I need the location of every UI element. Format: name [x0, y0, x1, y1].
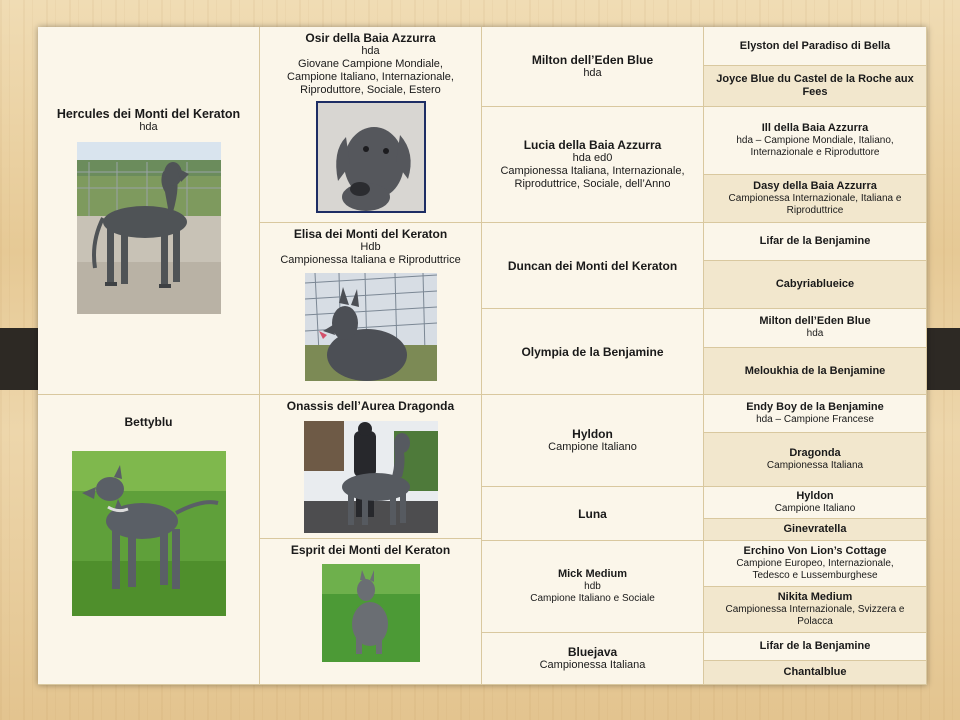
- pedigree-table: [38, 27, 927, 685]
- great-dane-with-handler-photo: [304, 421, 438, 533]
- gen4-row-3: Ill della Baia Azzurra hda – Campione Mondiale, Italiano, Internazionale e Riproduttore: [704, 107, 927, 175]
- gen2-onassis-cell: [260, 395, 482, 539]
- gen4-row-5: Lifar de la Benjamine: [704, 223, 927, 261]
- gen4-row-13: Erchino Von Lion’s Cottage Campione Europeo, Internazionale, Tedesco e Lussemburghese: [704, 541, 927, 587]
- gen4-row-1: Elyston del Paradiso di Bella: [704, 27, 927, 66]
- great-dane-grass-photo: [72, 451, 226, 616]
- onassis-name: Onassis dell’Aurea Dragonda: [286, 399, 455, 413]
- gen4-row-11: Hyldon Campione Italiano: [704, 487, 927, 519]
- gen3-lucia-cell: Lucia della Baia Azzurra hda ed0 Campionessa Italiana, Internazionale, Riproduttrice, Sociale, dell’Anno: [482, 107, 704, 223]
- gen4-row-4: Dasy della Baia Azzurra Campionessa Internazionale, Italiana e Riproduttrice: [704, 175, 927, 223]
- olympia-name: Olympia de la Benjamine: [521, 344, 664, 359]
- gen3-hyldon-cell: Hyldon Campione Italiano: [482, 395, 704, 487]
- great-dane-fenced-photo: [305, 273, 437, 381]
- duncan-name: Duncan dei Monti del Keraton: [507, 258, 678, 273]
- lucia-name: Lucia della Baia Azzurra: [523, 138, 662, 152]
- esprit-name: Esprit dei Monti del Keraton: [290, 543, 451, 557]
- great-dane-portrait-photo: [316, 101, 426, 213]
- gen4-row-15: Lifar de la Benjamine: [704, 633, 927, 661]
- luna-name: Luna: [578, 506, 607, 521]
- gen2-elisa-cell: Elisa dei Monti del Keraton Hdb Campionessa Italiana e Riproduttrice: [260, 223, 482, 395]
- gen3-bluejava-cell: Bluejava Campionessa Italiana: [482, 633, 704, 685]
- gen3-mick-cell: Mick Medium hdb Campione Italiano e Sociale: [482, 541, 704, 633]
- elisa-name: Elisa dei Monti del Keraton: [293, 227, 448, 241]
- milton-name: Milton dell’Eden Blue: [531, 53, 654, 67]
- great-dane-puppy-photo: [322, 564, 420, 662]
- sire-info: hda: [139, 121, 158, 133]
- gen3-duncan-cell: [482, 223, 704, 309]
- gen4-row-2: Joyce Blue du Castel de la Roche aux Fees: [704, 66, 927, 107]
- sire-name: Hercules dei Monti del Keraton: [56, 107, 241, 121]
- dam-name: Bettyblu: [124, 415, 173, 429]
- gen4-row-14: Nikita Medium Campionessa Internazionale, Svizzera e Polacca: [704, 587, 927, 633]
- osir-name: Osir della Baia Azzurra: [305, 31, 436, 45]
- gen2-osir-cell: Osir della Baia Azzurra hda Giovane Campione Mondiale, Campione Italiano, Internazionale, Riproduttore, Sociale, Estero: [260, 27, 482, 223]
- bluejava-name: Bluejava: [567, 645, 618, 659]
- gen4-row-7: Milton dell’Eden Blue hda: [704, 309, 927, 348]
- great-dane-standing-photo: [77, 142, 221, 314]
- gen4-row-12: Ginevratella: [704, 519, 927, 541]
- mick-name: Mick Medium: [557, 567, 628, 580]
- gen3-milton-cell: Milton dell’Eden Blue hda: [482, 27, 704, 107]
- gen3-olympia-cell: [482, 309, 704, 395]
- gen1-sire-cell: [38, 27, 260, 395]
- gen4-row-6: Cabyriablueice: [704, 261, 927, 309]
- gen1-dam-cell: [38, 395, 260, 685]
- gen2-esprit-cell: [260, 539, 482, 685]
- gen4-row-8: Meloukhia de la Benjamine: [704, 348, 927, 395]
- gen4-row-16: Chantalblue: [704, 661, 927, 685]
- gen4-row-10: Dragonda Campionessa Italiana: [704, 433, 927, 487]
- gen3-luna-cell: [482, 487, 704, 541]
- gen4-row-9: Endy Boy de la Benjamine hda – Campione Francese: [704, 395, 927, 433]
- hyldon-name: Hyldon: [572, 427, 613, 441]
